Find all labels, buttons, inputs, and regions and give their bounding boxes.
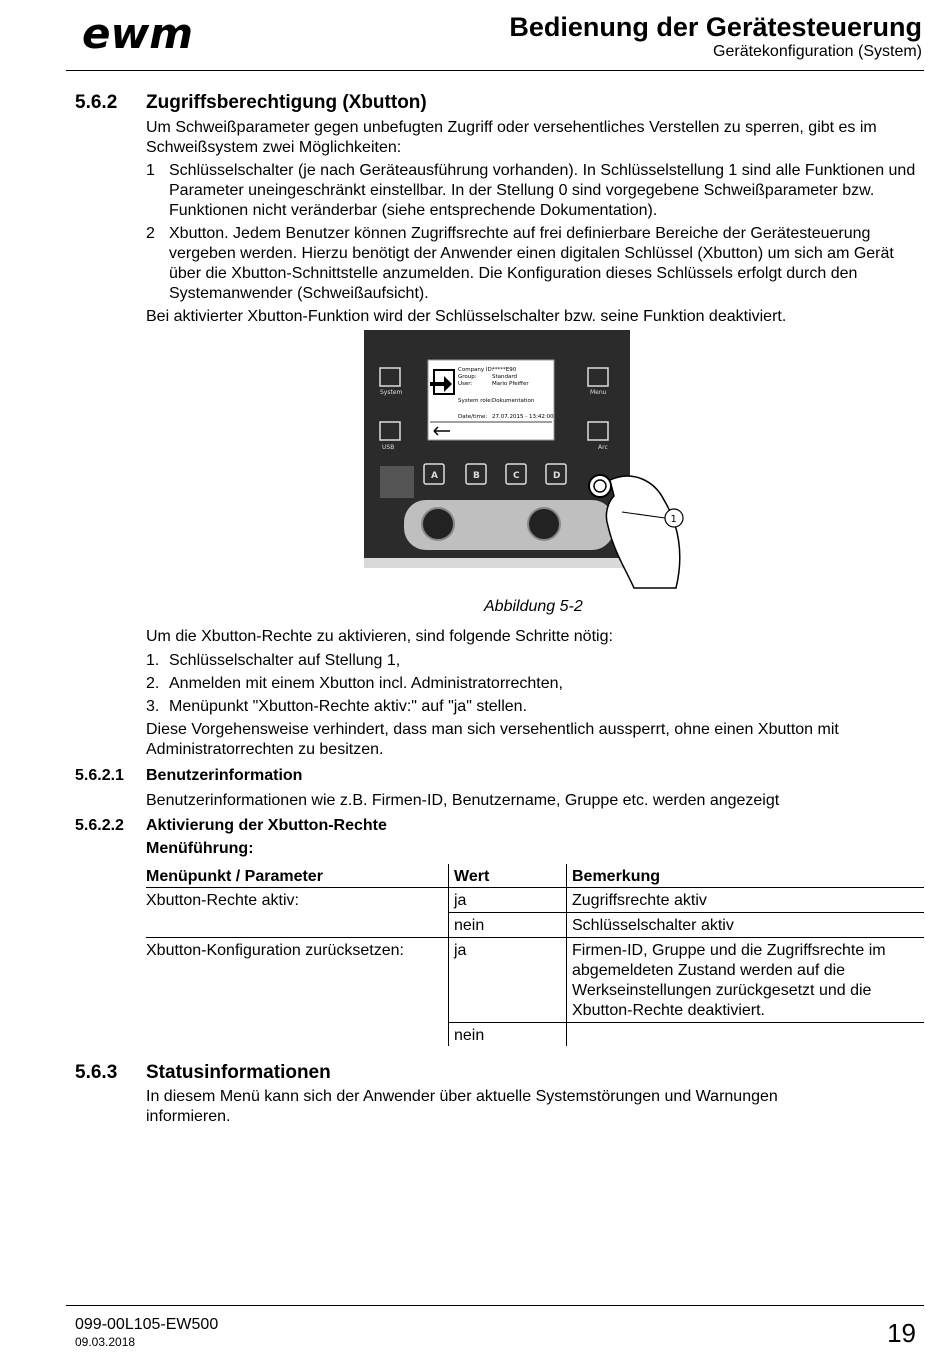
svg-text:Company ID:: Company ID: [458, 367, 494, 373]
logo-text: ewm [82, 10, 194, 58]
subsection-number: 5.6.2.1 [75, 767, 124, 784]
table-cell: Schlüsselschalter aktiv [572, 917, 734, 934]
table-cell: Zugriffsrechte aktiv [572, 892, 707, 909]
hand [606, 476, 679, 588]
table-cell: Xbutton-Rechte aktiv: [146, 892, 299, 909]
svg-text:User:: User: [458, 381, 473, 387]
svg-text:Dokumentation: Dokumentation [492, 398, 535, 404]
svg-text:C: C [513, 471, 520, 481]
header-subtitle: Gerätekonfiguration (System) [713, 43, 922, 60]
section-intro: Um Schweißparameter gegen unbefugten Zugriff oder versehentliches Verstellen zu sperren, gibt es im Schweißsystem zwei Möglichkeiten: [146, 119, 877, 156]
table-header: Menüpunkt / Parameter [146, 868, 323, 885]
step-number: 2. [146, 675, 160, 692]
table-header: Wert [454, 868, 490, 885]
subsection-text: Benutzerinformationen wie z.B. Firmen-ID, Benutzername, Gruppe etc. werden angezeigt [146, 792, 780, 809]
footer-rule [66, 1305, 924, 1306]
left-knob [422, 508, 454, 540]
table-cell: nein [454, 1027, 485, 1044]
step-text: Anmelden mit einem Xbutton incl. Administratorrechten, [169, 675, 563, 692]
header-title: Bedienung der Gerätesteuerung [509, 12, 922, 42]
section-note: Bei aktivierter Xbutton-Funktion wird der Schlüsselschalter bzw. seine Funktion deaktiviert. [146, 308, 787, 325]
table-cell: nein [454, 917, 485, 934]
svg-text:27.07.2015 - 13:42:00: 27.07.2015 - 13:42:00 [492, 414, 554, 420]
svg-text:Arc: Arc [598, 444, 608, 451]
svg-text:B: B [473, 471, 480, 481]
section-title: Statusinformationen [146, 1062, 331, 1083]
svg-text:USB: USB [382, 444, 395, 451]
subsection-number: 5.6.2.2 [75, 817, 124, 834]
table-cell: Xbutton-Konfiguration zurücksetzen: [146, 942, 404, 959]
section-title: Zugriffsberechtigung (Xbutton) [146, 92, 427, 113]
subsection-title: Benutzerinformation [146, 767, 303, 784]
table-header: Bemerkung [572, 868, 661, 885]
callout-number: 1 [670, 514, 677, 525]
table-cell: ja [454, 892, 467, 909]
svg-text:Standard: Standard [492, 374, 518, 380]
steps-outro: Diese Vorgehensweise verhindert, dass man sich versehentlich aussperrt, ohne einen Xbutton mit Administratorrechten zu besitzen. [146, 721, 839, 758]
svg-text:Group:: Group: [458, 374, 477, 380]
page-number: 19 [887, 1318, 916, 1348]
svg-text:Menu: Menu [590, 389, 607, 396]
list-item-number: 1 [146, 162, 155, 179]
right-knob [528, 508, 560, 540]
steps-intro: Um die Xbutton-Rechte zu aktivieren, sind folgende Schritte nötig: [146, 628, 613, 645]
step-text: Menüpunkt "Xbutton-Rechte aktiv:" auf "ja" stellen. [169, 698, 528, 715]
section-number: 5.6.2 [75, 92, 118, 113]
list-item-number: 2 [146, 225, 155, 242]
list-item-text: Schlüsselschalter (je nach Geräteausführung vorhanden). In Schlüsselstellung 1 sind alle Funktionen und Parameter uneingeschränkt einstellbar. In der Stellung 0 sind vorgegebene Schweißparameter bzw. Funktionen nicht veränderbar (siehe entsprechende Dokumentation). [169, 162, 916, 219]
ewm-logo [82, 10, 212, 58]
svg-text:Mario Pfeiffer: Mario Pfeiffer [492, 381, 529, 387]
header-rule [66, 70, 924, 71]
svg-text:*****E90: *****E90 [492, 367, 517, 373]
svg-text:System: System [380, 389, 403, 396]
document-date: 09.03.2018 [75, 1335, 136, 1349]
svg-text:D: D [553, 471, 561, 481]
step-text: Schlüsselschalter auf Stellung 1, [169, 652, 401, 669]
menu-label: Menüführung: [146, 840, 254, 857]
step-number: 3. [146, 698, 160, 715]
step-number: 1. [146, 652, 160, 669]
figure-caption: Abbildung 5-2 [484, 598, 583, 615]
table-cell: Firmen-ID, Gruppe und die Zugriffsrechte im abgemeldeten Zustand werden auf die Werkseinstellungen zurückgesetzt und die Xbutton-Rechte deaktiviert. [572, 942, 886, 1019]
list-item-text: Xbutton. Jedem Benutzer können Zugriffsrechte auf frei definierbare Bereiche der Gerätesteuerung vergeben werden. Hierzu benötigt der Anwender einen digitalen Schlüssel (Xbutton) um sich am Gerät über die Xbutton-Schnittstelle anzumelden. Die Konfiguration dieses Schlüssels erfolgt durch den Systemanwender (Schweißaufsicht). [169, 225, 894, 302]
section-text: In diesem Menü kann sich der Anwender über aktuelle Systemstörungen und Warnungen informieren. [146, 1088, 778, 1125]
svg-text:Date/time:: Date/time: [458, 414, 488, 420]
table-cell: ja [454, 942, 467, 959]
control-panel-illustration [364, 330, 694, 592]
section-number: 5.6.3 [75, 1062, 118, 1083]
svg-text:A: A [431, 471, 438, 481]
document-number: 099-00L105-EW500 [75, 1316, 219, 1333]
svg-text:System role:: System role: [458, 398, 493, 404]
subsection-title: Aktivierung der Xbutton-Rechte [146, 817, 387, 834]
settings-table [146, 864, 924, 1048]
